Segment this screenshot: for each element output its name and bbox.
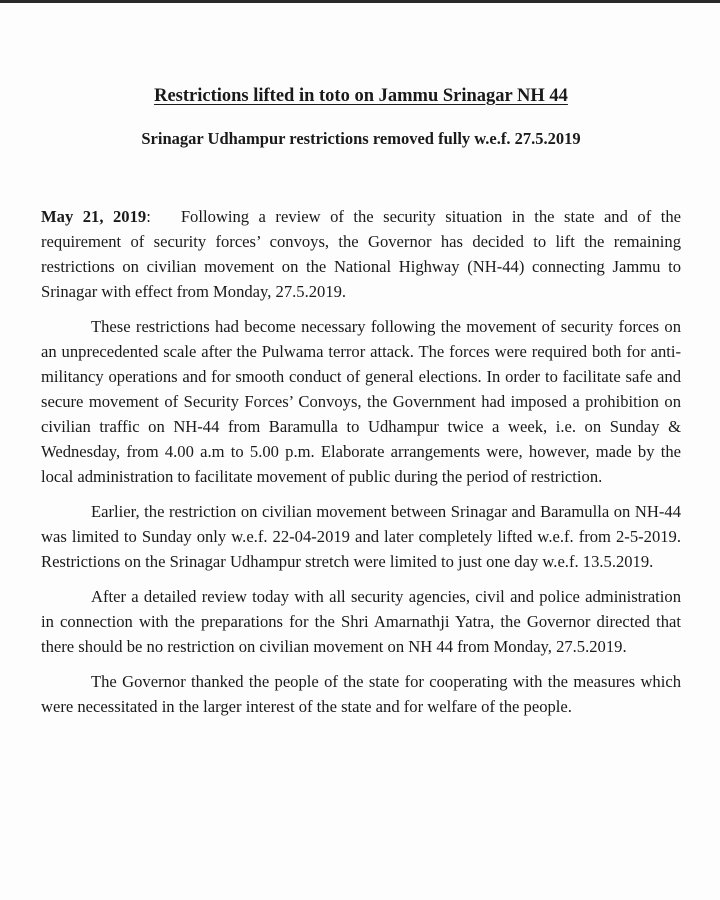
paragraph-5: The Governor thanked the people of the state for cooperating with the measures which were necessitated in the larger interest of the state and for welfare of the people. [41, 672, 681, 716]
document-body [41, 204, 681, 729]
paragraph-3: Earlier, the restriction on civilian movement between Srinagar and Baramulla on NH-44 was limited to Sunday only w.e.f. 22-04-2019 and later completely lifted w.e.f. from 2-5-2019. Restrictions on the Srinagar Udhampur stretch were limited to just one day w.e.f. 13.5.2019. [41, 502, 681, 571]
dateline-colon: : [146, 207, 151, 226]
dateline: May 21, 2019 [41, 207, 147, 226]
paragraph-1-text: Following a review of the security situation in the state and of the requirement of security forces’ convoys, the Governor has decided to lift the remaining restrictions on civilian movement on the National Highway (NH-44) connecting Jammu to Srinagar with effect from Monday, 27.5.2019. [41, 207, 682, 301]
paragraph-4: After a detailed review today with all security agencies, civil and police administration in connection with the preparations for the Shri Amarnathji Yatra, the Governor directed that there should be no restriction on civilian movement on NH 44 from Monday, 27.5.2019. [41, 587, 681, 656]
top-border [0, 0, 720, 3]
document-subtitle: Srinagar Udhampur restrictions removed fully w.e.f. 27.5.2019 [141, 129, 581, 148]
paragraph-2: These restrictions had become necessary following the movement of security forces on an unprecedented scale after the Pulwama terror attack. The forces were required both for anti-militancy operations and for smooth conduct of general elections. In order to facilitate safe and secure movement of Security Forces’ Convoys, the Government had imposed a prohibition on civilian traffic on NH-44 from Baramulla to Udhampur twice a week, i.e. on Sunday & Wednesday, from 4.00 a.m to 5.00 p.m. Elaborate arrangements were, however, made by the local administration to facilitate movement of public during the period of restriction. [41, 317, 681, 486]
paragraph-1 [41, 204, 681, 304]
document-title: Restrictions lifted in toto on Jammu Srinagar NH 44 [154, 86, 568, 106]
